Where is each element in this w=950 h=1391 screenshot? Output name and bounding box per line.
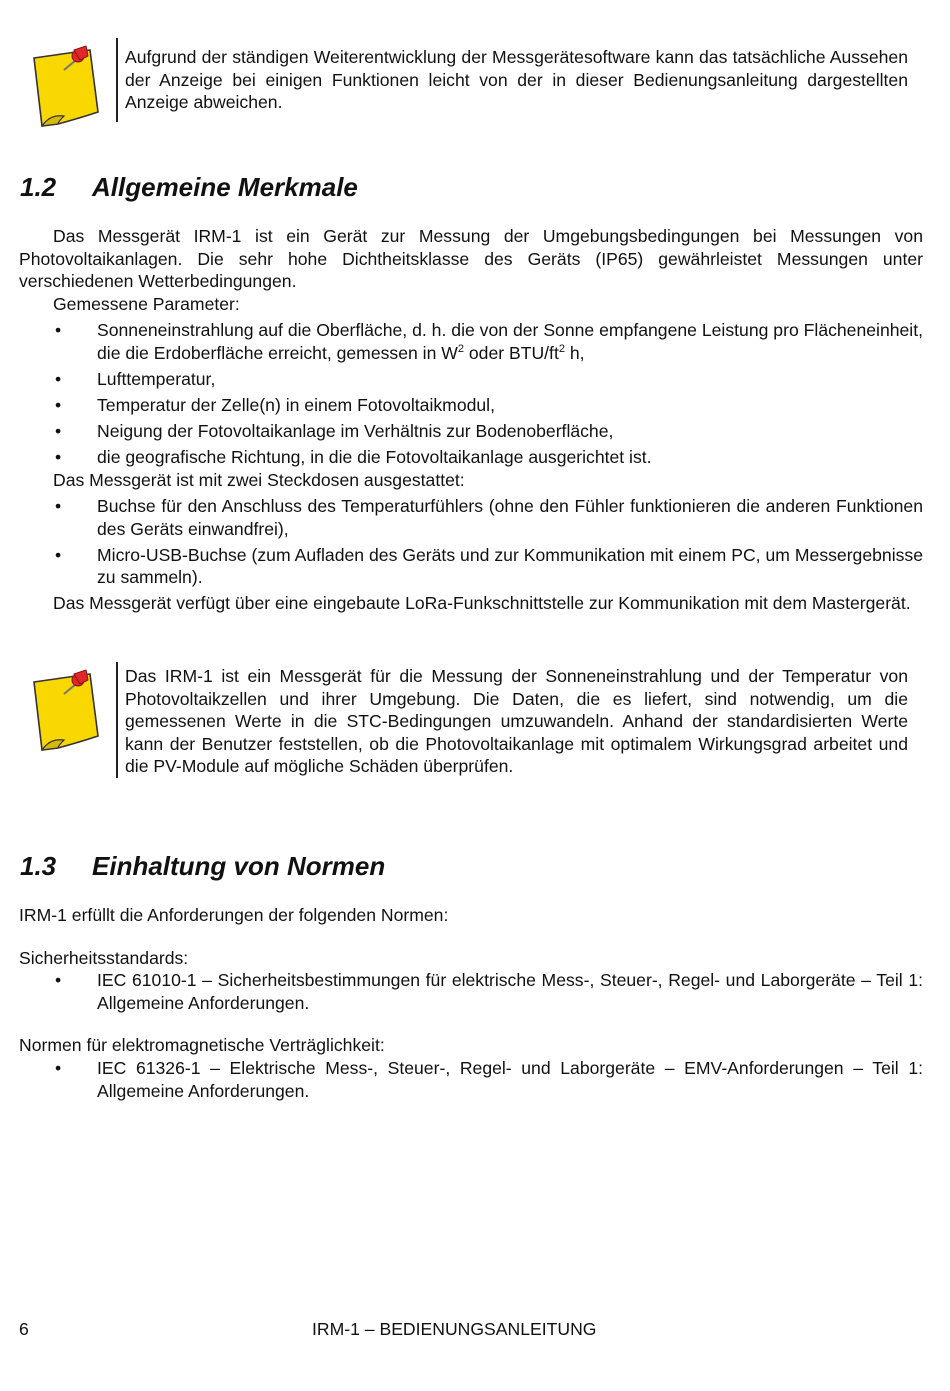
section-number: 1.3 [20, 851, 57, 881]
params-list [19, 319, 923, 469]
pinned-note-icon [28, 664, 112, 756]
list-item: • Micro-USB-Buchse (zum Aufladen des Geräts und zur Kommunikation mit einem PC, um Messergebnisse zu sammeln). [55, 544, 923, 588]
section-title: Einhaltung von Normen [92, 851, 386, 881]
note-box [28, 662, 908, 778]
intro-paragraph: IRM-1 erfüllt die Anforderungen der folgenden Normen: [19, 905, 449, 925]
list-item: • IEC 61326-1 – Elektrische Mess-, Steuer-, Regel- und Laborgeräte – EMV-Anforderungen – Teil 1: Allgemeine Anforderungen. [55, 1057, 923, 1101]
section-number: 1.2 [20, 172, 57, 202]
page-footer [19, 1318, 923, 1342]
safety-label: Sicherheitsstandards: [19, 947, 189, 968]
emc-list [19, 1057, 923, 1102]
sockets-list [19, 495, 923, 589]
section-body [19, 225, 923, 615]
page-number: 6 [19, 1319, 29, 1339]
safety-list [19, 969, 923, 1014]
footer-title: IRM-1 – BEDIENUNGSANLEITUNG [312, 1319, 597, 1339]
lora-paragraph: Das Messgerät verfügt über eine eingebaute LoRa-Funkschnittstelle zur Kommunikation mit dem Mastergerät. [53, 593, 911, 614]
params-label: Gemessene Parameter: [53, 293, 240, 314]
list-item: • Buchse für den Anschluss des Temperaturfühlers (ohne den Fühler funktionieren die anderen Funktionen des Geräts einwandfrei), [55, 496, 923, 539]
sockets-label: Das Messgerät ist mit zwei Steckdosen ausgestattet: [53, 469, 465, 490]
list-item: • Temperatur der Zelle(n) in einem Fotovoltaikmodul, [55, 394, 495, 415]
section-body [19, 904, 923, 1102]
pinned-note-icon [28, 40, 112, 132]
section-title: Allgemeine Merkmale [92, 172, 358, 202]
list-item: • Neigung der Fotovoltaikanlage im Verhältnis zur Bodenoberfläche, [55, 421, 614, 442]
section-heading [20, 172, 358, 202]
note-box [28, 38, 908, 124]
note-text: Aufgrund der ständigen Weiterentwicklung der Messgerätesoftware kann das tatsächliche Aussehen der Anzeige bei einigen Funktionen leicht von der in dieser Bedienungsanleitung dargestellten Anzeige abweichen. [125, 47, 908, 113]
list-item: • die geografische Richtung, in die die Fotovoltaikanlage ausgerichtet ist. [55, 447, 652, 468]
intro-paragraph: Das Messgerät IRM-1 ist ein Gerät zur Messung der Umgebungsbedingungen bei Messungen von Photovoltaikanlagen. Die sehr hohe Dichtheitsklasse des Geräts (IP65) gewährleistet Messungen unter verschiedenen Wetterbedingungen. [19, 226, 923, 292]
list-item: • Lufttemperatur, [55, 368, 216, 389]
section-heading [20, 851, 385, 881]
emc-label: Normen für elektromagnetische Verträglichkeit: [19, 1035, 385, 1056]
list-item: • Sonneneinstrahlung auf die Oberfläche, d. h. die von der Sonne empfangene Leistung pro Flächeneinheit, die die Erdoberfläche erreicht, gemessen in $W^2$ oder BTU/$ft^2$ h, [55, 319, 923, 363]
list-item: • IEC 61010-1 – Sicherheitsbestimmungen für elektrische Mess-, Steuer-, Regel- und Laborgeräte – Teil 1: Allgemeine Anforderungen. [55, 970, 923, 1013]
note-text: Das IRM-1 ist ein Messgerät für die Messung der Sonneneinstrahlung und der Temperatur von Photovoltaikzellen und ihrer Umgebung. Die Daten, die es liefert, sind notwendig, um die gemessenen Werte in die STC-Bedingungen umzuwandeln. Anhand der standardisierten Werte kann der Benutzer feststellen, ob die Photovoltaikanlage mit optimalem Wirkungsgrad arbeitet und die PV-Module auf mögliche Schäden überprüfen. [125, 666, 908, 777]
